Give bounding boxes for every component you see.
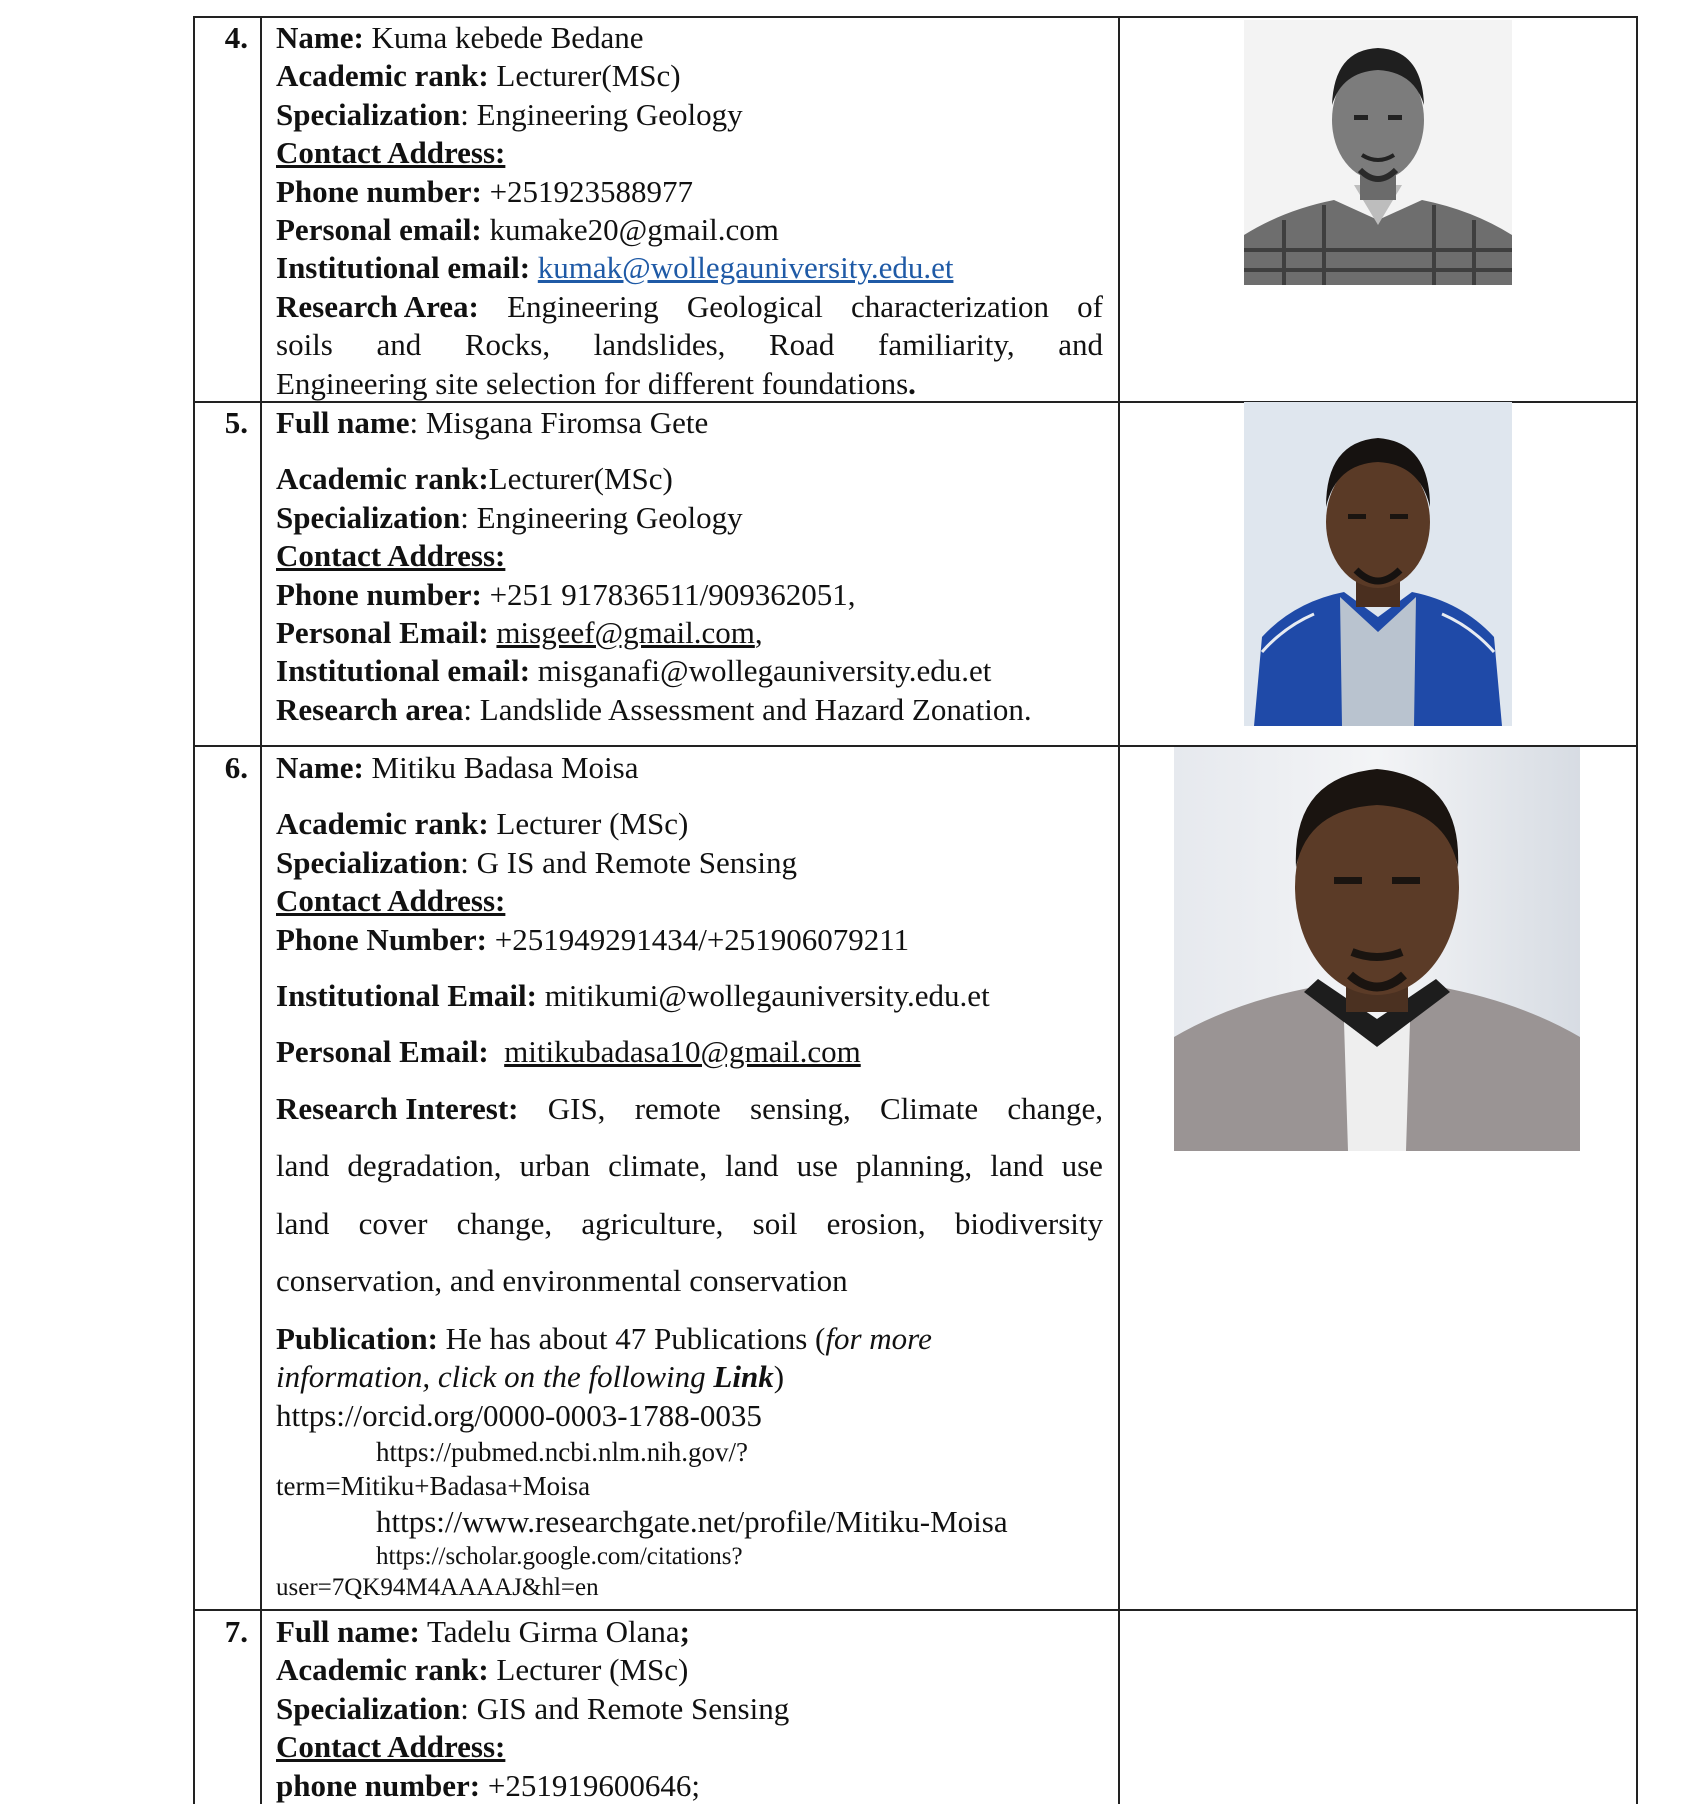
- institutional-email-label: Institutional email:: [276, 653, 531, 689]
- rank-value: Lecturer (MSc): [496, 806, 689, 842]
- phone-value: +251 917836511/909362051,: [489, 576, 856, 612]
- research-area-value: : Landslide Assessment and Hazard Zonation.: [463, 691, 1032, 727]
- interest-word: planning,: [855, 1148, 973, 1184]
- rank-value: Lecturer(MSc): [488, 461, 673, 497]
- specialization-value: : Engineering Geology: [460, 96, 743, 132]
- rank-value: Lecturer(MSc): [496, 58, 681, 94]
- research-interest-line-4: conservation, and environmental conservation: [276, 1263, 848, 1299]
- interest-word: land: [276, 1148, 330, 1184]
- interest-word: Climate: [880, 1090, 979, 1126]
- row-number: 7.: [224, 1614, 248, 1649]
- staff-entry-7: [276, 1613, 1103, 1805]
- personal-email-value: kumake20@gmail.com: [489, 211, 779, 247]
- interest-word: urban: [519, 1148, 591, 1184]
- interest-word: cover: [358, 1205, 428, 1241]
- research-area-label: Research Area:: [276, 288, 479, 324]
- phone-value: +251919600646;: [487, 1767, 700, 1803]
- specialization-value: : Engineering Geology: [460, 499, 743, 535]
- institutional-email-label: Institutional Email:: [276, 977, 537, 1013]
- research-word: familiarity,: [878, 327, 1015, 363]
- specialization-label: Specialization: [276, 96, 461, 132]
- institutional-email-value: misganafi@wollegauniversity.edu.et: [537, 653, 992, 689]
- publication-close: ): [773, 1359, 785, 1395]
- interest-word: change,: [1007, 1090, 1103, 1126]
- research-interest-line-3: [276, 1205, 1103, 1263]
- researchgate-link[interactable]: https://www.researchgate.net/profile/Mitiku-Moisa: [376, 1503, 1008, 1539]
- phone-value: +251923588977: [489, 173, 694, 209]
- specialization-label: Specialization: [276, 499, 461, 535]
- research-word: landslides,: [593, 327, 726, 363]
- personal-email-label: Personal Email:: [276, 614, 489, 650]
- research-interest-line-1: [276, 1090, 1103, 1148]
- row-number: 5.: [224, 405, 248, 440]
- rank-label: Academic rank:: [276, 58, 489, 94]
- name-label: Full name:: [276, 1614, 420, 1649]
- contact-address-heading: Contact Address:: [276, 538, 506, 574]
- interest-word: GIS,: [547, 1090, 606, 1126]
- phone-label: Phone Number:: [276, 921, 487, 957]
- row-number: 6.: [224, 750, 248, 785]
- staff-entry-5: [276, 404, 1103, 729]
- contact-address-heading: Contact Address:: [276, 883, 506, 919]
- staff-name: Mitiku Badasa Moisa: [371, 750, 639, 785]
- publication-text: He has about 47 Publications (: [445, 1320, 826, 1356]
- research-area-label: Research area: [276, 691, 464, 727]
- research-word: Engineering: [507, 288, 659, 324]
- institutional-email-label: Institutional email:: [276, 250, 531, 286]
- research-area-line-1: [276, 288, 1103, 326]
- interest-word: soil: [752, 1205, 798, 1241]
- personal-email-link[interactable]: mitikubadasa10@gmail.com: [504, 1034, 861, 1070]
- personal-email-link[interactable]: misgeef@gmail.com: [496, 614, 755, 650]
- table-border-right: [1636, 16, 1638, 1804]
- phone-value: +251949291434/+251906079211: [494, 921, 910, 957]
- interest-word: agriculture,: [581, 1205, 724, 1241]
- rank-value: Lecturer (MSc): [496, 1652, 689, 1688]
- interest-word: sensing,: [750, 1090, 851, 1126]
- pubmed-link-continued[interactable]: term=Mitiku+Badasa+Moisa: [276, 1470, 591, 1501]
- phone-label: Phone number:: [276, 576, 482, 612]
- staff-name: Tadelu Girma Olana: [427, 1614, 680, 1649]
- scholar-link[interactable]: https://scholar.google.com/citations?: [376, 1543, 743, 1571]
- interest-word: use: [796, 1148, 838, 1184]
- staff-photo-5: [1244, 402, 1512, 726]
- contact-address-heading: Contact Address:: [276, 1729, 506, 1765]
- name-label: Name:: [276, 750, 364, 785]
- specialization-value: : GIS and Remote Sensing: [460, 1690, 790, 1726]
- interest-word: change,: [456, 1205, 553, 1241]
- comma: ,: [754, 614, 763, 650]
- research-word: Geological: [686, 288, 823, 324]
- institutional-email-value: mitikumi@wollegauniversity.edu.et: [544, 977, 990, 1013]
- staff-entry-6: [276, 749, 1103, 1603]
- rank-label: Academic rank:: [276, 1652, 489, 1688]
- research-period: .: [908, 365, 916, 401]
- pubmed-link[interactable]: https://pubmed.ncbi.nlm.nih.gov/?: [376, 1436, 748, 1467]
- contact-address-heading: Contact Address:: [276, 135, 506, 171]
- interest-word: use: [1061, 1148, 1103, 1184]
- column-divider-number: [260, 16, 262, 1804]
- personal-email-label: Personal Email:: [276, 1034, 489, 1070]
- research-area-line-2: [276, 326, 1103, 364]
- research-area-line-3: Engineering site selection for different foundations: [276, 365, 909, 401]
- publication-link-word: Link: [713, 1359, 774, 1395]
- interest-word: land: [276, 1205, 330, 1241]
- column-divider-photo: [1118, 16, 1120, 1804]
- research-word: soils: [276, 327, 333, 363]
- interest-word: biodiversity: [954, 1205, 1103, 1241]
- interest-word: land: [725, 1148, 779, 1184]
- publication-label: Publication:: [276, 1320, 438, 1356]
- interest-word: climate,: [608, 1148, 708, 1184]
- research-word: characterization: [851, 288, 1049, 324]
- staff-name: : Misgana Firomsa Gete: [409, 405, 709, 440]
- institutional-email-link[interactable]: kumak@wollegauniversity.edu.et: [537, 250, 954, 286]
- specialization-value: : G IS and Remote Sensing: [460, 844, 797, 880]
- specialization-label: Specialization: [276, 844, 461, 880]
- research-interest-line-2: [276, 1147, 1103, 1205]
- semicolon: ;: [679, 1614, 690, 1649]
- interest-word: erosion,: [826, 1205, 926, 1241]
- staff-name: Kuma kebede Bedane: [371, 20, 644, 55]
- table-border-top: [193, 16, 1637, 18]
- interest-word: land: [990, 1148, 1044, 1184]
- phone-label: phone number:: [276, 1767, 481, 1803]
- specialization-label: Specialization: [276, 1690, 461, 1726]
- scholar-link-continued[interactable]: user=7QK94M4AAAAJ&hl=en: [276, 1574, 599, 1602]
- staff-entry-4: [276, 19, 1103, 403]
- row-divider-6-7: [193, 1609, 1637, 1611]
- personal-email-label: Personal email:: [276, 211, 482, 247]
- research-word: and: [376, 327, 422, 363]
- research-word: and: [1058, 327, 1103, 363]
- staff-photo-4: [1244, 20, 1512, 285]
- research-word: of: [1077, 288, 1103, 324]
- rank-label: Academic rank:: [276, 806, 489, 842]
- interest-word: remote: [634, 1090, 721, 1126]
- rank-label: Academic rank:: [276, 461, 489, 497]
- phone-label: Phone number:: [276, 173, 482, 209]
- publication-italic: for more: [825, 1320, 932, 1356]
- publication-italic: information, click on the following: [276, 1359, 706, 1395]
- row-number: 4.: [224, 20, 248, 55]
- interest-word: degradation,: [347, 1148, 502, 1184]
- research-interest-label: Research Interest:: [276, 1090, 519, 1126]
- research-word: Rocks,: [464, 327, 551, 363]
- research-word: Road: [769, 327, 835, 363]
- name-label: Full name: [276, 405, 410, 440]
- table-border-left: [193, 16, 195, 1804]
- staff-photo-6: [1174, 747, 1580, 1151]
- orcid-link[interactable]: https://orcid.org/0000-0003-1788-0035: [276, 1397, 762, 1433]
- name-label: Name:: [276, 20, 364, 55]
